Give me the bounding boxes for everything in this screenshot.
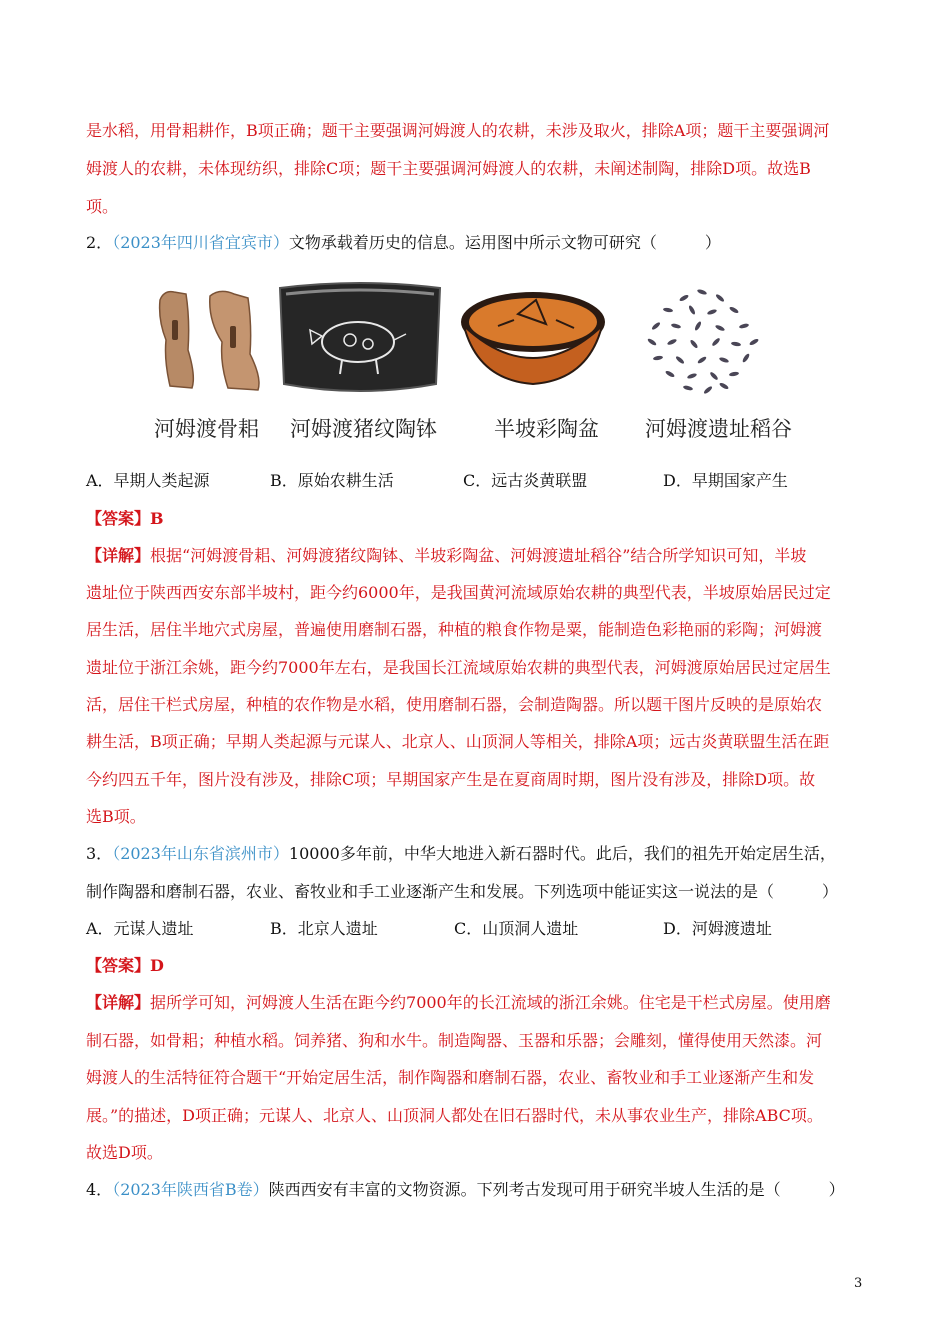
q4-number: 4． bbox=[86, 1180, 113, 1199]
q2-explanation-line-4: 遗址位于浙江余姚，距今约7000年左右，是我国长江流域原始农耕的典型代表，河姆渡原始居民过定居生 bbox=[86, 658, 831, 677]
q3-number: 3． bbox=[86, 844, 113, 863]
prev-explanation-line-3: 项。 bbox=[86, 197, 119, 216]
bone-spade-image bbox=[150, 280, 270, 400]
image-caption-pig-bowl: 河姆渡猪纹陶钵 bbox=[290, 417, 437, 441]
q4-stem-text: 陕西西安有丰富的文物资源。下列考古发现可用于研究半坡人生活的是（ ） bbox=[268, 1180, 845, 1199]
q3-explanation-line-5: 故选D项。 bbox=[86, 1143, 163, 1162]
q3-option-b: B．北京人遗址 bbox=[270, 919, 378, 938]
prev-explanation-line-1: 是水稻，用骨耜耕作，B项正确；题干主要强调河姆渡人的农耕，未涉及取火，排除A项；题干主要强调河 bbox=[86, 121, 830, 140]
q3-answer: 【答案】D bbox=[86, 956, 164, 975]
q2-answer: 【答案】B bbox=[86, 509, 164, 528]
q2-stem bbox=[86, 233, 866, 253]
prev-explanation-line-2: 姆渡人的农耕，未体现纺织，排除C项；题干主要强调河姆渡人的农耕，未阐述制陶，排除D项。故选B bbox=[86, 159, 811, 178]
q3-explanation-line-2: 制石器，如骨耜；种植水稻。饲养猪、狗和水牛。制造陶器、玉器和乐器；会雕刻，懂得使用天然漆。河 bbox=[86, 1031, 823, 1050]
q3-source: （2023年山东省滨州市） bbox=[112, 844, 289, 863]
q3-explanation-line-1 bbox=[86, 993, 866, 1013]
pig-pattern-bowl-image bbox=[276, 280, 444, 400]
q2-stem-text: 文物承载着历史的信息。运用图中所示文物可研究（ ） bbox=[288, 233, 721, 252]
page-number: 3 bbox=[854, 1276, 863, 1291]
q3-explanation-line-3: 姆渡人的生活特征符合题干“开始定居生活，制作陶器和磨制石器，农业、畜牧业和手工业逐渐产生和发 bbox=[86, 1068, 815, 1087]
q2-explanation-line-3: 居生活，居住半地穴式房屋，普遍使用磨制石器，种植的粮食作物是粟，能制造色彩艳丽的彩陶；河姆渡 bbox=[86, 620, 823, 639]
q3-option-c: C．山顶洞人遗址 bbox=[454, 919, 579, 938]
q3-option-d: D．河姆渡遗址 bbox=[663, 919, 772, 938]
q2-option-b: B．原始农耕生活 bbox=[270, 471, 394, 490]
q4-stem bbox=[86, 1180, 866, 1200]
rice-grains-image bbox=[632, 280, 772, 400]
q2-explanation-line-8: 选B项。 bbox=[86, 807, 146, 826]
q2-number: 2． bbox=[86, 233, 113, 252]
image-caption-rice-grains: 河姆渡遗址稻谷 bbox=[645, 417, 792, 441]
q2-source: （2023年四川省宜宾市） bbox=[112, 233, 289, 252]
q2-option-a: A．早期人类起源 bbox=[86, 471, 210, 490]
q3-explanation-label: 【详解】 bbox=[86, 993, 151, 1012]
image-caption-pottery-basin: 半坡彩陶盆 bbox=[494, 417, 599, 441]
q2-explanation-line-6: 耕生活，B项正确；早期人类起源与元谋人、北京人、山顶洞人等相关，排除A项；远古炎黄联盟生活在距 bbox=[86, 732, 830, 751]
q3-stem-line-2: 制作陶器和磨制石器，农业、畜牧业和手工业逐渐产生和发展。下列选项中能证实这一说法的是（ ） bbox=[86, 882, 839, 901]
q3-stem-text-1: 10000多年前，中华大地进入新石器时代。此后，我们的祖先开始定居生活， bbox=[288, 844, 836, 863]
q3-stem-line-1 bbox=[86, 844, 866, 864]
q2-explanation-text-1: 根据“河姆渡骨耜、河姆渡猪纹陶钵、半坡彩陶盆、河姆渡遗址稻谷”结合所学知识可知，半坡 bbox=[150, 546, 807, 565]
q2-explanation-line-1 bbox=[86, 546, 866, 566]
q2-explanation-line-2: 遗址位于陕西西安东部半坡村，距今约6000年，是我国黄河流域原始农耕的典型代表，半坡原始居民过定 bbox=[86, 583, 831, 602]
image-caption-bone-spade: 河姆渡骨耜 bbox=[154, 417, 259, 441]
q4-source: （2023年陕西省B卷） bbox=[112, 1180, 269, 1199]
q3-explanation-text-1: 据所学可知，河姆渡人生活在距今约7000年的长江流域的浙江余姚。住宅是干栏式房屋。使用磨 bbox=[150, 993, 831, 1012]
q3-explanation-line-4: 展。”的描述，D项正确；元谋人、北京人、山顶洞人都处在旧石器时代，未从事农业生产，排除ABC项。 bbox=[86, 1106, 823, 1125]
q2-explanation-line-7: 今约四五千年，图片没有涉及，排除C项；早期国家产生是在夏商周时期，图片没有涉及，排除D项。故 bbox=[86, 770, 816, 789]
q2-option-d: D．早期国家产生 bbox=[663, 471, 788, 490]
painted-pottery-basin-image bbox=[458, 280, 608, 400]
q3-option-a: A．元谋人遗址 bbox=[86, 919, 194, 938]
q2-option-c: C．远古炎黄联盟 bbox=[463, 471, 588, 490]
q2-explanation-label: 【详解】 bbox=[86, 546, 151, 565]
q2-explanation-line-5: 活，居住干栏式房屋，种植的农作物是水稻，使用磨制石器，会制造陶器。所以题干图片反映的是原始农 bbox=[86, 695, 823, 714]
